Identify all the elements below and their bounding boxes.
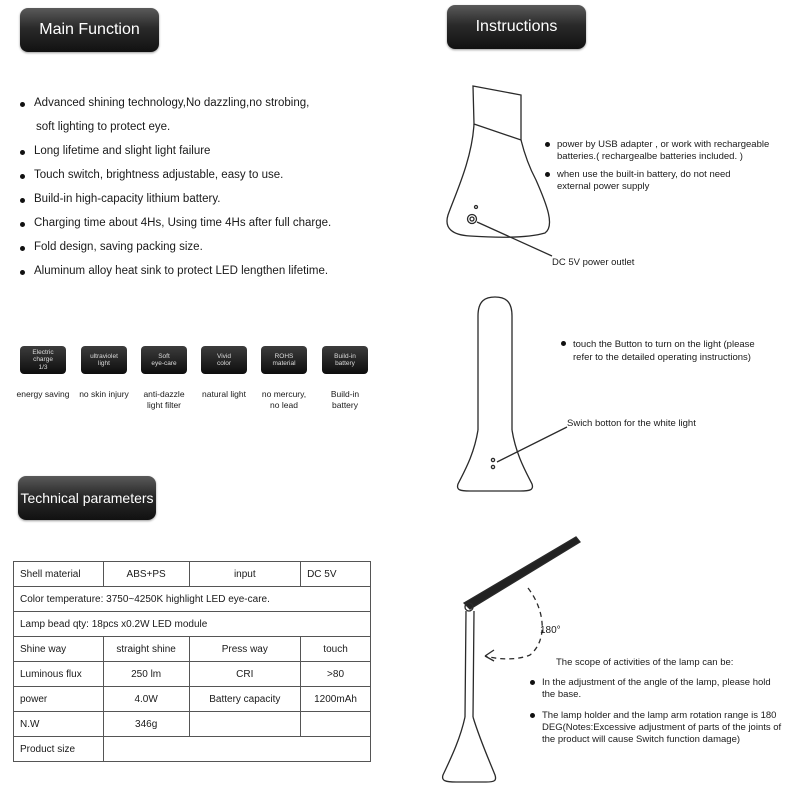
- scope-title: The scope of activities of the lamp can be:: [556, 657, 734, 668]
- table-cell: 4.0W: [103, 687, 189, 712]
- table-cell: Press way: [189, 637, 301, 662]
- badge-energy: Electric charge 1/3: [20, 346, 66, 374]
- table-cell: touch: [301, 637, 371, 662]
- rotation-angle-label: 180°: [540, 625, 561, 636]
- badge-eye-care: Soft eye-care: [141, 346, 187, 374]
- folded-lamp-drawing: [447, 86, 552, 256]
- feature-item-continued: soft lighting to protect eye.: [36, 121, 171, 133]
- badge-ultraviolet: ultraviolet light: [81, 346, 127, 374]
- feature-item: Build-in high-capacity lithium battery.: [20, 193, 360, 217]
- table-cell: Battery capacity: [189, 687, 301, 712]
- table-cell: ABS+PS: [103, 562, 189, 587]
- table-cell: input: [189, 562, 301, 587]
- table-cell: N.W: [14, 712, 104, 737]
- badge-vivid-color: Vivid color: [201, 346, 247, 374]
- table-cell: 250 lm: [103, 662, 189, 687]
- table-cell: 346g: [103, 712, 189, 737]
- feature-item: Touch switch, brightness adjustable, easy to use.: [20, 169, 360, 193]
- switch-button-label: Swich botton for the white light: [567, 418, 696, 429]
- badge-battery: Build-in battery: [322, 346, 368, 374]
- usb-note: power by USB adapter , or work with rechargeable batteries.( rechargealbe batteries included. ): [545, 139, 795, 163]
- technical-parameters-header: Technical parameters: [18, 476, 156, 520]
- feature-item: Advanced shining technology,No dazzling,no strobing,: [20, 97, 360, 121]
- table-cell: 1200mAh: [301, 687, 371, 712]
- standing-lamp-drawing: [458, 297, 568, 491]
- feature-item: Charging time about 4Hs, Using time 4Hs after full charge.: [20, 217, 360, 241]
- feature-item: Long lifetime and slight light failure: [20, 145, 360, 169]
- table-cell: power: [14, 687, 104, 712]
- instructions-header: Instructions: [447, 5, 586, 49]
- table-cell: >80: [301, 662, 371, 687]
- badge-caption: natural light: [202, 389, 246, 399]
- table-cell: Luminous flux: [14, 662, 104, 687]
- badge-caption: anti-dazzle light filter: [143, 389, 185, 410]
- feature-item: Aluminum alloy heat sink to protect LED lengthen lifetime.: [20, 265, 360, 289]
- badge-caption: no mercury, no lead: [261, 389, 307, 410]
- touch-button-note: touch the Button to turn on the light (please refer to the detailed operating instructions): [561, 338, 771, 364]
- table-cell: Product size: [14, 737, 104, 762]
- badge-rohs: ROHS material: [261, 346, 307, 374]
- table-cell: Lamp bead qty: 18pcs x0.2W LED module: [14, 612, 371, 637]
- table-cell: DC 5V: [301, 562, 371, 587]
- feature-item: Fold design, saving packing size.: [20, 241, 360, 265]
- builtin-battery-note: when use the built-in battery, do not need external power supply: [545, 169, 745, 193]
- table-cell: Color temperature: 3750~4250K highlight LED eye-care.: [14, 587, 371, 612]
- dc-outlet-label: DC 5V power outlet: [552, 257, 635, 268]
- badge-caption: Build-in battery: [330, 389, 360, 410]
- main-function-header: Main Function: [20, 8, 159, 52]
- table-cell: Shine way: [14, 637, 104, 662]
- table-cell: straight shine: [103, 637, 189, 662]
- scope-item-angle: In the adjustment of the angle of the lamp, please hold the base.: [530, 677, 780, 701]
- table-cell: CRI: [189, 662, 301, 687]
- table-cell: Shell material: [14, 562, 104, 587]
- badge-caption: no skin injury: [79, 389, 129, 399]
- scope-item-rotation: The lamp holder and the lamp arm rotation range is 180 DEG(Notes:Excessive adjustment of parts of the joints of the product will cause Switch function damage): [530, 710, 785, 746]
- badge-caption: energy saving: [16, 389, 70, 399]
